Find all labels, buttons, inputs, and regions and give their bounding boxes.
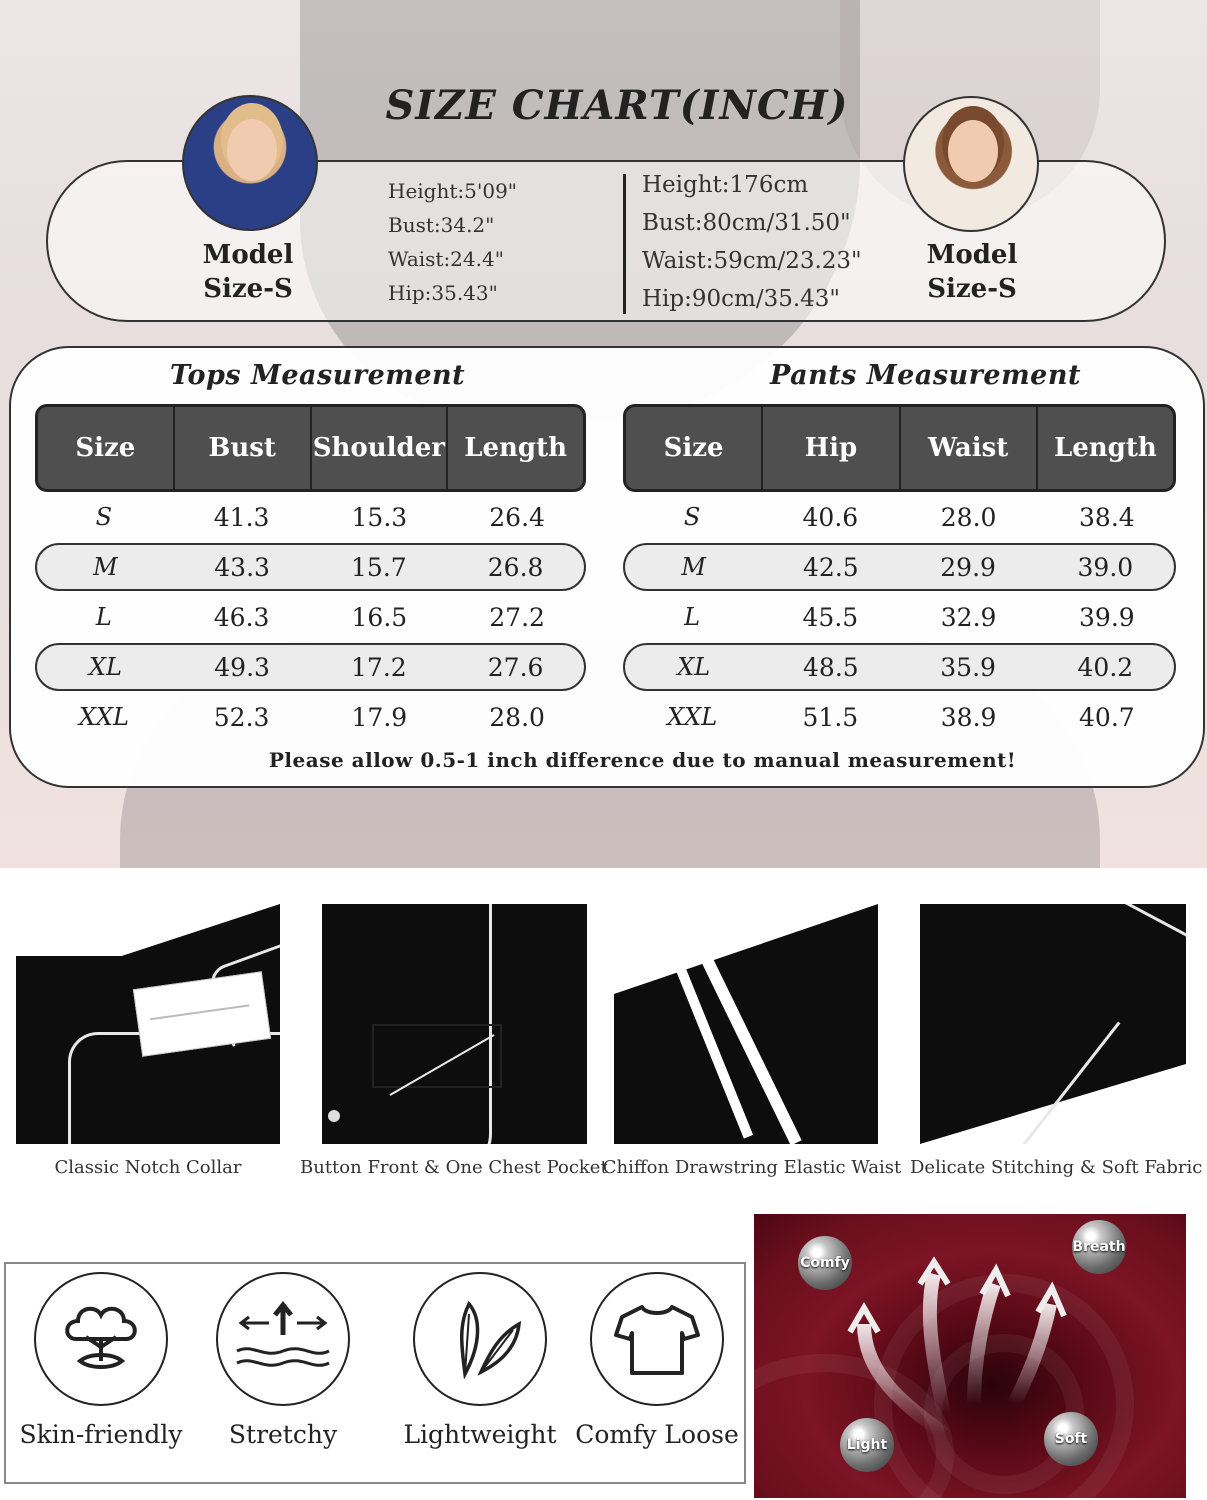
model-hip: Hip:35.43" [388,281,498,305]
waist-cell: 29.9 [940,552,996,582]
waist-cell: 38.9 [940,702,997,732]
breath-bubble: Breath [1072,1220,1126,1274]
length-cell: 39.9 [1079,602,1135,632]
soft-bubble: Soft [1044,1412,1098,1466]
size-cell: XXL [78,703,129,731]
table-row [35,592,586,642]
feature-label: Lightweight [403,1420,557,1449]
header-cell-size: Size [663,433,724,463]
light-bubble: Light [840,1418,894,1472]
table-header [623,404,1176,492]
size-chart-title: SIZE CHART(INCH) [385,82,849,129]
stats-divider [623,174,626,314]
shoulder-cell: 16.5 [351,602,408,632]
cotton-flower-icon [34,1272,168,1406]
stitching-fabric-photo [920,904,1186,1144]
header-cell-waist: Waist [899,407,1036,489]
waist-cell: 32.9 [940,602,997,632]
size-cell: S [95,503,113,531]
header-cell-shoulder: Shoulder [310,407,447,489]
detail-caption: Button Front & One Chest Pocket [300,1157,608,1178]
length-cell: 27.2 [489,602,545,632]
feature-label: Skin-friendly [19,1420,183,1449]
hip-cell: 48.5 [803,652,859,682]
feature-lightweight [395,1272,565,1449]
model-photo-right [903,96,1039,232]
table-row [623,643,1176,691]
detail-caption: Delicate Stitching & Soft Fabric [910,1157,1203,1178]
length-cell: 40.2 [1077,652,1134,682]
bust-cell: 52.3 [213,702,270,732]
shoulder-cell: 15.7 [351,552,407,582]
chest-pocket [372,1024,502,1088]
model-label-line: Model [926,240,1018,270]
model-hip: Hip:90cm/35.43" [642,286,841,312]
waist-cell: 28.0 [940,502,997,532]
table-row [35,692,586,742]
hip-cell: 40.6 [802,502,859,532]
shoulder-cell: 17.2 [351,652,407,682]
shirt-button [328,1110,340,1122]
table-row [35,492,586,542]
feature-skin-friendly [16,1272,186,1449]
length-cell: 26.4 [489,502,545,532]
comfy-bubble: Comfy [798,1236,852,1290]
size-cell: S [683,503,701,531]
size-cell: XXL [667,703,718,731]
table-row [623,543,1176,591]
header-cell-length: Length [1036,407,1173,489]
size-cell: M [93,553,118,581]
model-bust: Bust:34.2" [388,213,495,237]
length-cell: 27.6 [487,652,544,682]
feature-label: Stretchy [228,1420,338,1449]
length-cell: 40.7 [1079,702,1135,732]
length-cell: 38.4 [1079,502,1135,532]
feature-comfy-loose [572,1272,742,1449]
detail-caption: Chiffon Drawstring Elastic Waist [602,1157,902,1178]
tops-size-table [35,404,586,742]
hip-cell: 45.5 [802,602,859,632]
size-cell: XL [677,653,711,681]
size-cell: L [95,603,112,631]
waist-cell: 35.9 [940,652,996,682]
table-row [35,643,586,691]
model-size-line: Size-S [203,274,293,304]
model-bust: Bust:80cm/31.50" [642,210,851,236]
shoulder-cell: 15.3 [351,502,408,532]
model-height: Height:5'09" [388,179,518,203]
hip-cell: 51.5 [802,702,859,732]
model-label-line: Model [202,240,294,270]
hip-cell: 42.5 [803,552,859,582]
model-photo-left [182,95,318,231]
model-label-right [910,238,1034,306]
pants-table-title: Pants Measurement [770,360,1081,391]
header-cell-hip: Hip [761,407,898,489]
tops-table-title: Tops Measurement [170,360,466,391]
table-row [623,692,1176,742]
notch-collar-photo [16,904,280,1144]
length-cell: 26.8 [487,552,544,582]
table-header [35,404,586,492]
bust-cell: 43.3 [214,552,270,582]
feature-stretchy [198,1272,368,1449]
bust-cell: 46.3 [213,602,270,632]
measurement-disclaimer: Please allow 0.5-1 inch difference due to manual measurement! [268,748,1017,772]
drawstring-waist-photo [614,904,878,1144]
chest-pocket-photo [322,904,587,1144]
tshirt-icon [590,1272,724,1406]
table-row [35,543,586,591]
header-cell-bust: Bust [173,407,310,489]
pants-size-table [623,404,1176,742]
model-size-line: Size-S [927,274,1017,304]
header-cell-length: Length [446,407,583,489]
length-cell: 39.0 [1077,552,1134,582]
model-label-left [186,238,310,306]
size-cell: XL [88,653,122,681]
model-height: Height:176cm [642,172,809,198]
bust-cell: 41.3 [213,502,270,532]
stretch-arrows-icon [216,1272,350,1406]
length-cell: 28.0 [489,702,545,732]
feature-label: Comfy Loose [575,1420,739,1449]
feather-icon [413,1272,547,1406]
shoulder-cell: 17.9 [351,702,408,732]
table-row [623,492,1176,542]
detail-caption: Classic Notch Collar [54,1157,242,1178]
size-cell: M [681,553,706,581]
header-cell-size: Size [75,433,136,463]
size-cell: L [684,603,701,631]
bust-cell: 49.3 [214,652,270,682]
table-row [623,592,1176,642]
model-stats-left [388,174,517,310]
model-stats-right [642,166,862,318]
model-waist: Waist:59cm/23.23" [642,248,862,274]
model-waist: Waist:24.4" [388,247,504,271]
